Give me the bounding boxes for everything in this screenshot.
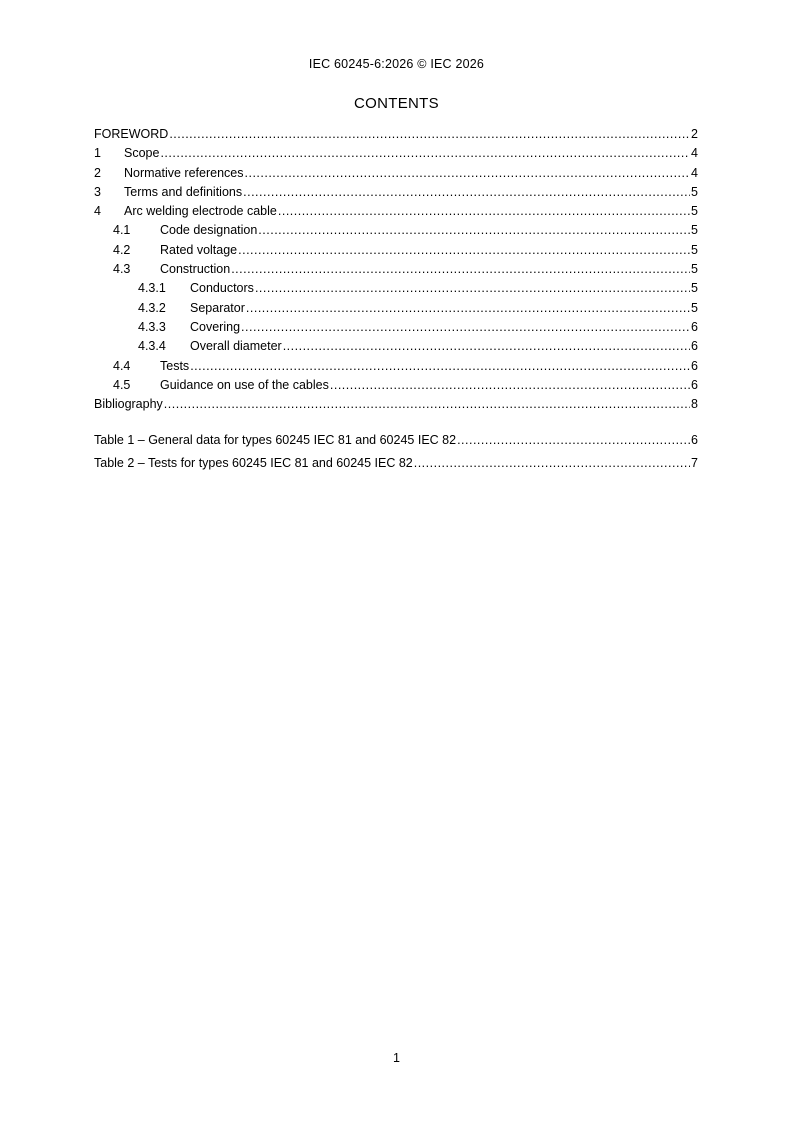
toc-entry-text: Normative references [124,165,244,180]
toc-entry-text: Code designation [160,223,258,238]
toc-entry-guidance-on-use[interactable] [94,376,698,395]
toc-entry-text: Scope [124,146,160,161]
toc-entry-conductors[interactable] [94,279,698,298]
toc-entry-number: 4.4 [113,358,131,373]
toc-leader-dots [330,376,690,395]
toc-leader-dots [414,452,690,475]
toc-page-number: 7 [691,455,698,470]
toc-page-number: 6 [691,319,698,334]
toc-entry-text: Terms and definitions [124,184,243,199]
toc-entry-rated-voltage[interactable] [94,241,698,260]
toc-entry-number: 4.1 [113,223,131,238]
toc-page-number: 6 [691,339,698,354]
table-of-contents [94,125,698,474]
toc-page-number: 6 [691,358,698,373]
toc-entry-covering[interactable] [94,318,698,337]
toc-page-number: 5 [691,204,698,219]
toc-entry-text: Bibliography [94,397,163,412]
toc-leader-dots [258,221,690,240]
toc-entry-foreword[interactable] [94,125,698,144]
document-header: IEC 60245-6:2026 © IEC 2026 [308,57,485,71]
toc-entry-text: FOREWORD [94,127,169,141]
toc-entry-number: 4.2 [113,242,131,257]
toc-leader-dots [255,279,690,298]
toc-page-number: 5 [691,262,698,277]
toc-page-number: 6 [691,377,698,392]
toc-entry-number: 4.3.3 [138,319,166,334]
toc-entry-text: Construction [160,262,231,277]
toc-entry-text: Arc welding electrode cable [124,204,277,219]
toc-leader-dots [243,183,690,202]
toc-leader-dots [231,260,690,279]
toc-entry-number: 4 [94,204,101,219]
toc-entry-text: Rated voltage [160,242,238,257]
toc-entry-number: 4.3 [113,262,131,277]
toc-entry-separator[interactable] [94,299,698,318]
page-number: 1 [393,1051,400,1065]
toc-page-number: 5 [691,184,698,199]
toc-page-number: 4 [691,165,698,180]
toc-entry-text: Covering [190,319,241,334]
toc-leader-dots [241,318,690,337]
table-entry-text: Table 2 – Tests for types 60245 IEC 81 and 60245 IEC 82 [94,455,413,470]
toc-entry-number: 4.3.1 [138,281,166,296]
toc-entry-text: Conductors [190,281,254,296]
table-entry-text: Table 1 – General data for types 60245 IEC 81 and 60245 IEC 82 [94,433,457,448]
toc-page-number: 5 [691,281,698,296]
toc-entry-number: 2 [94,165,101,180]
toc-leader-dots [190,357,690,376]
toc-leader-dots [164,395,690,414]
toc-leader-dots [283,337,690,356]
toc-leader-dots [246,299,690,318]
toc-entry-number: 4.5 [113,377,131,392]
toc-entry-construction[interactable] [94,260,698,279]
toc-entry-text: Overall diameter [190,339,282,354]
toc-page-number: 8 [691,397,698,412]
toc-leader-dots [169,125,690,144]
toc-entry-text: Separator [190,300,245,315]
toc-leader-dots [457,429,690,452]
toc-entry-number: 1 [94,146,101,161]
toc-entry-tests[interactable] [94,357,698,376]
toc-leader-dots [238,241,690,260]
toc-leader-dots [278,202,690,221]
toc-page-number: 6 [691,433,698,448]
toc-page-number: 2 [691,127,698,141]
page-title: CONTENTS [354,95,439,112]
toc-entry-normative-references[interactable] [94,164,698,183]
toc-entry-bibliography[interactable] [94,395,698,414]
toc-entry-arc-welding-electrode-cable[interactable] [94,202,698,221]
toc-entry-number: 4.3.4 [138,339,166,354]
section-spacer [94,414,698,429]
toc-entry-number: 4.3.2 [138,300,166,315]
toc-leader-dots [245,164,691,183]
toc-entry-text: Tests [160,358,190,373]
toc-page-number: 5 [691,300,698,315]
toc-entry-text: Guidance on use of the cables [160,377,329,392]
toc-entry-terms-and-definitions[interactable] [94,183,698,202]
toc-page-number: 5 [691,223,698,238]
toc-entry-code-designation[interactable] [94,221,698,240]
toc-entry-overall-diameter[interactable] [94,337,698,356]
toc-entry-scope[interactable] [94,144,698,163]
toc-page-number: 5 [691,242,698,257]
toc-page-number: 4 [691,146,698,161]
list-of-tables-entry-1[interactable] [94,429,698,452]
list-of-tables-entry-2[interactable] [94,452,698,475]
toc-leader-dots [160,144,690,163]
toc-entry-number: 3 [94,184,101,199]
